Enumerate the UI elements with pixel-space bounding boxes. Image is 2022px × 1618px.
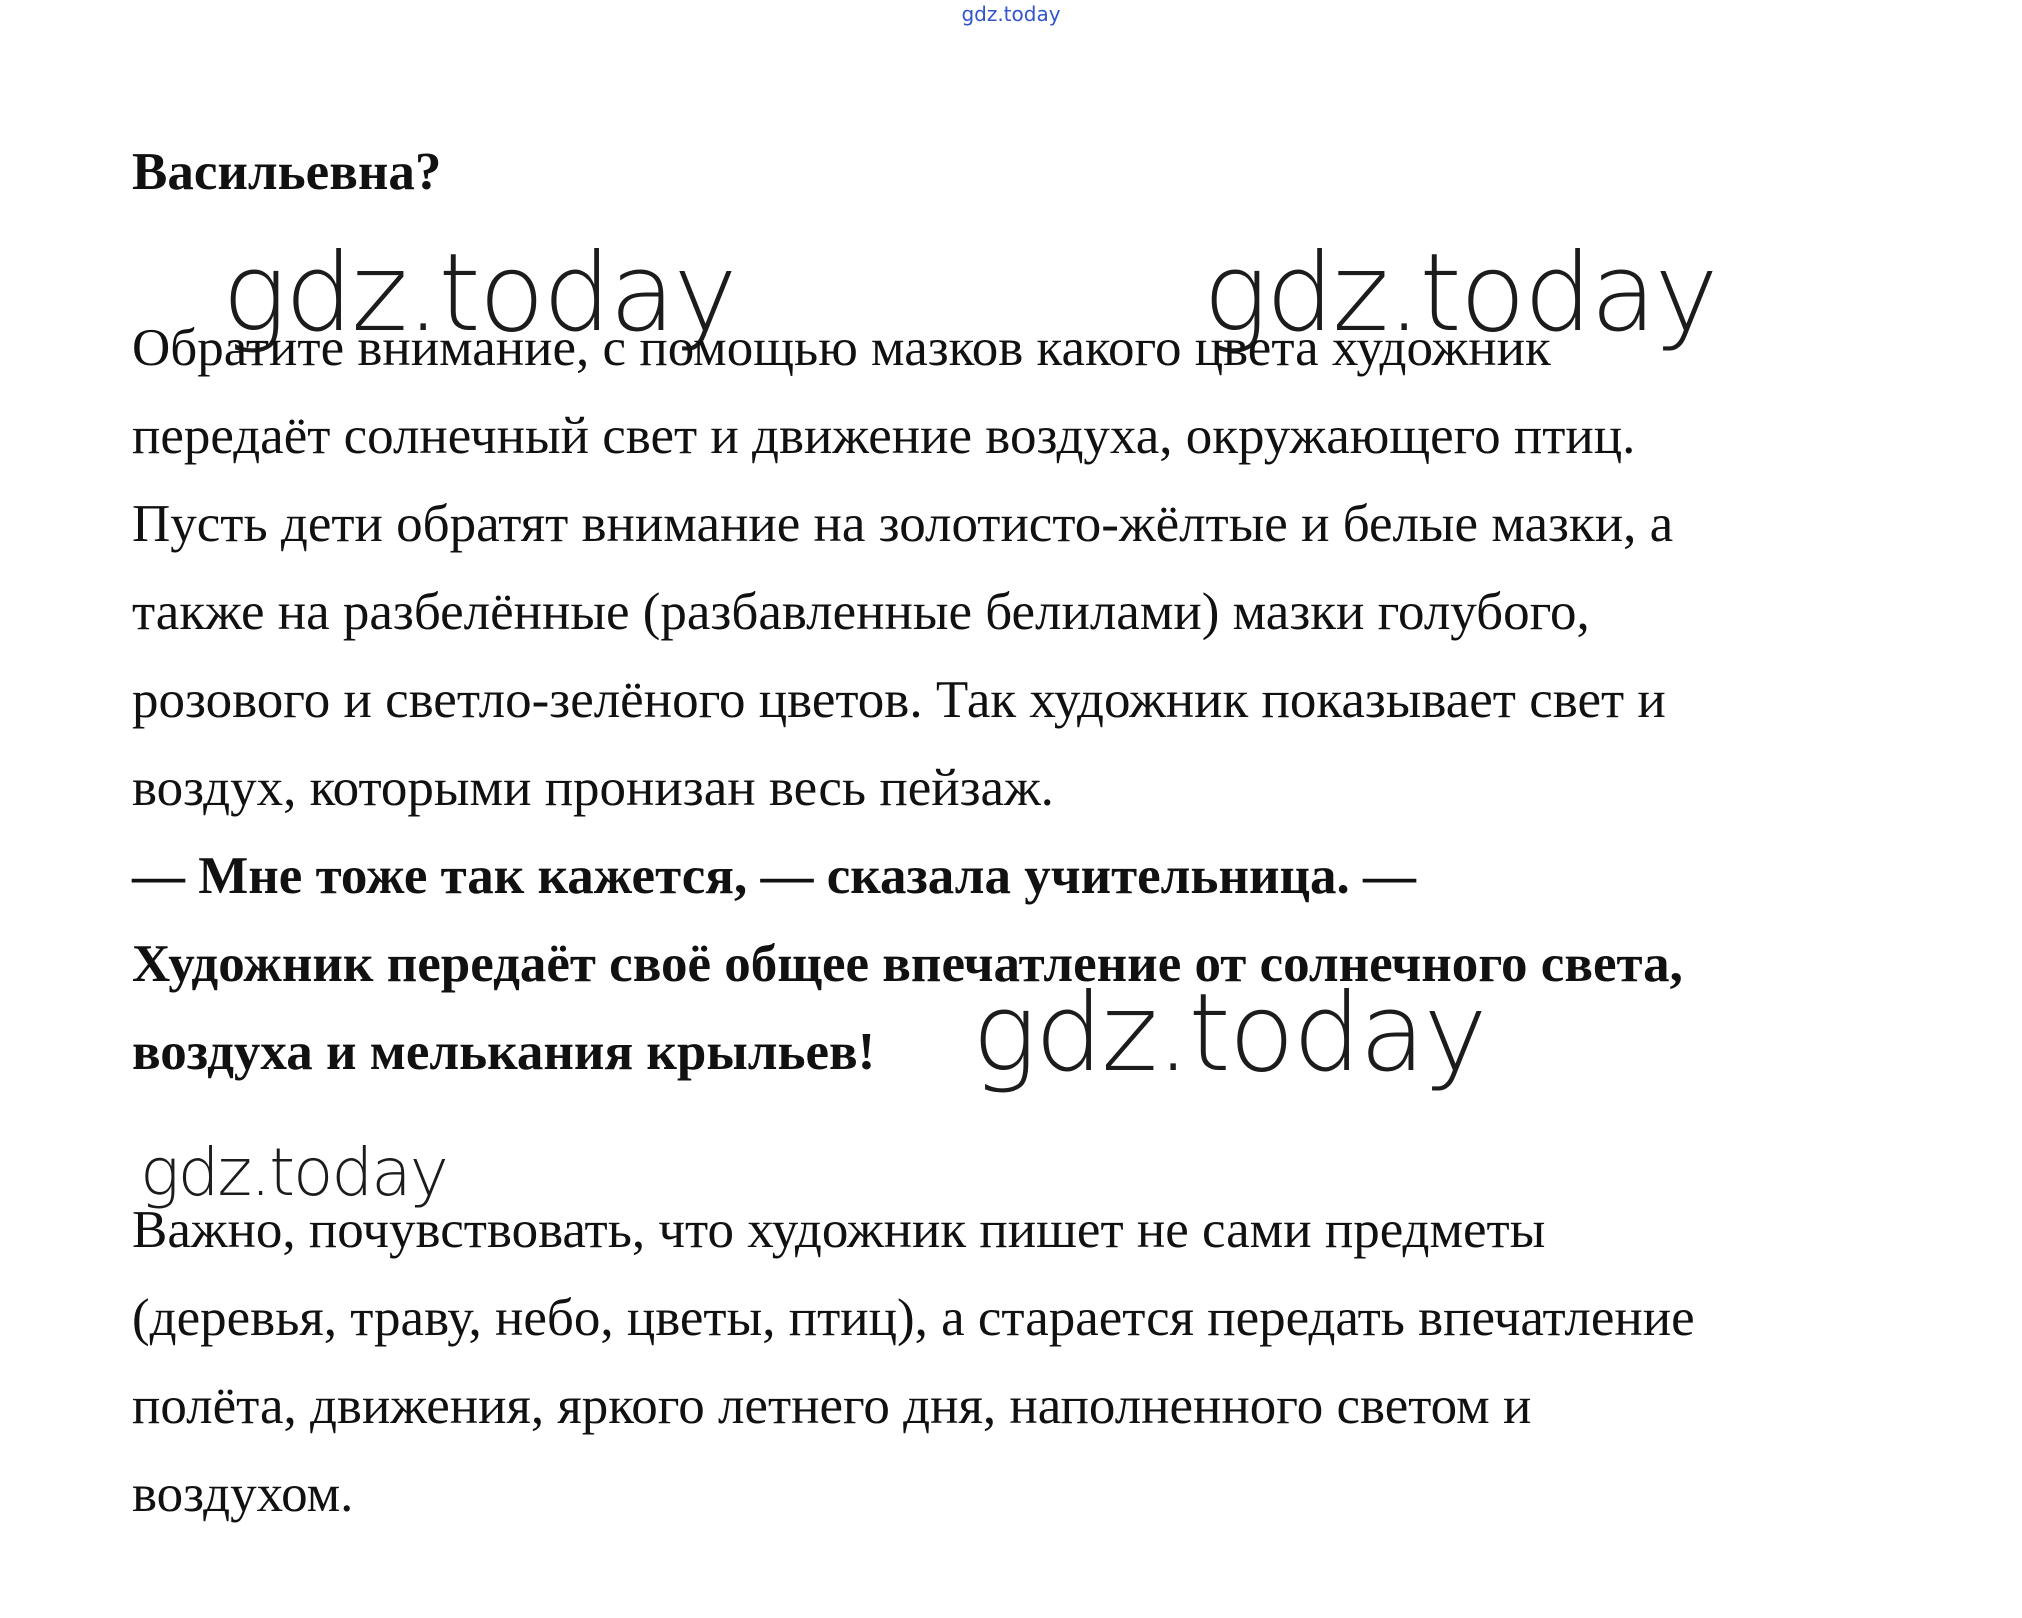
paragraph1-line: розового и светло-зелёного цветов. Так художник показывает свет и: [132, 671, 1666, 729]
watermark-1: gdz.today: [222, 231, 736, 356]
watermark-4: gdz.today: [140, 1134, 447, 1211]
teacher-quote-line: — Мне тоже так кажется, — сказала учительница. —: [132, 847, 1417, 905]
top-watermark: gdz.today: [961, 2, 1061, 26]
teacher-quote-line: воздуха и мелькания крыльев!: [132, 1023, 876, 1081]
paragraph1-line: Пусть дети обратят внимание на золотисто-жёлтые и белые мазки, а: [132, 495, 1674, 553]
paragraph1-line: воздух, которыми пронизан весь пейзаж.: [132, 759, 1054, 817]
heading-tail: Васильевна?: [132, 143, 442, 201]
watermark-2: gdz.today: [1203, 231, 1717, 356]
paragraph1-line: передаёт солнечный свет и движение воздуха, окружающего птиц.: [132, 407, 1636, 465]
paragraph2-line: Важно, почувствовать, что художник пишет не сами предметы: [132, 1201, 1546, 1259]
paragraph1-line: также на разбелённые (разбавленные белилами) мазки голубого,: [132, 583, 1590, 641]
paragraph2-line: (деревья, траву, небо, цветы, птиц), а старается передать впечатление: [132, 1289, 1695, 1347]
paragraph2-line: воздухом.: [132, 1465, 354, 1523]
paragraph1-line: Обратите внимание, с помощью мазков какого цвета художник: [132, 319, 1551, 377]
paragraph2-line: полёта, движения, яркого летнего дня, наполненного светом и: [132, 1377, 1532, 1435]
teacher-quote-line: Художник передаёт своё общее впечатление от солнечного света,: [132, 935, 1683, 993]
watermark-3: gdz.today: [972, 971, 1486, 1096]
